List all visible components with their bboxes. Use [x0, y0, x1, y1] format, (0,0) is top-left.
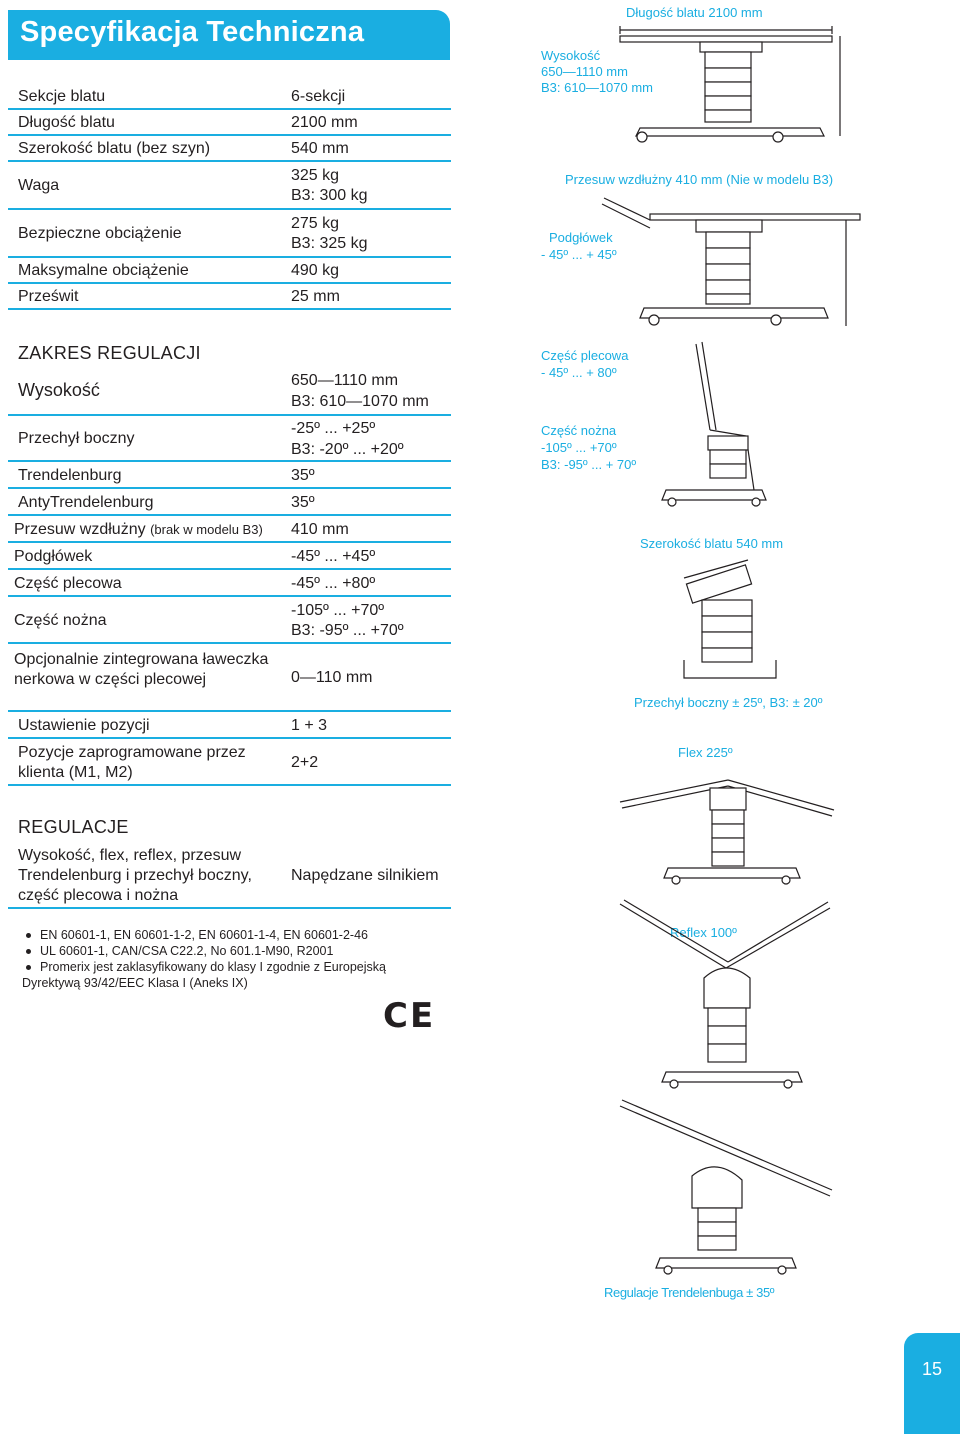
adjust-row: [8, 366, 451, 416]
height-label-line: 650—1110 mm: [541, 64, 628, 79]
spec-row: [8, 110, 451, 136]
adjust-label: Część nożna: [14, 612, 107, 629]
adjust-label: Część plecowa: [14, 575, 122, 592]
flex-label: Flex 225º: [678, 745, 733, 760]
spec-value-b3: B3: 300 kg: [291, 187, 368, 204]
adjust-row: [8, 712, 451, 739]
spec-row: [8, 84, 451, 110]
leg-label-line: Część nożna: [541, 423, 617, 438]
table-back-leg-diagram: [650, 340, 780, 510]
page-title: Specyfikacja Techniczna: [20, 16, 365, 48]
table-flex-diagram: [616, 772, 840, 892]
adjust-row: [8, 644, 451, 712]
regulation-heading: REGULACJE: [18, 817, 129, 837]
adjust-row: [8, 597, 451, 644]
spec-value: 325 kg: [291, 167, 340, 184]
adjust-label-line2: klienta (M1, M2): [18, 764, 133, 781]
spec-value: 6-sekcji: [291, 88, 346, 105]
adjust-value: 35º: [291, 467, 315, 484]
spec-label: Waga: [18, 177, 60, 194]
adjust-value: -25º ... +25º: [291, 420, 376, 437]
adjust-label-main: Przesuw wzdłużny: [14, 521, 146, 538]
table-side-view-diagram: [600, 24, 860, 144]
spec-label: Sekcje blatu: [18, 88, 106, 105]
adjust-label: Ustawienie pozycji: [18, 717, 150, 734]
spec-label: Maksymalne obciążenie: [18, 262, 189, 279]
tilt-label: Przechył boczny ± 25º, B3: ± 20º: [634, 695, 823, 710]
back-label-line: - 45º ... + 80º: [541, 365, 617, 380]
regulation-label-line: Trendelenburg i przechył boczny,: [18, 867, 252, 884]
adjust-label: [14, 520, 263, 540]
spec-row: [8, 136, 451, 162]
slide-label: Przesuw wzdłużny 410 mm (Nie w modelu B3): [565, 172, 834, 187]
standard-item: Promerix jest zaklasyfikowany do klasy I zgodnie z Europejską: [22, 959, 386, 975]
table-trendelenburg-diagram: [616, 1100, 840, 1280]
standard-item-cont: Dyrektywą 93/42/EEC Klasa I (Aneks IX): [22, 976, 248, 990]
adjust-value-b3: B3: 610—1070 mm: [291, 393, 429, 410]
regulation-label-line: Wysokość, flex, reflex, przesuw: [18, 847, 242, 864]
adjust-value: -45º ... +80º: [291, 575, 376, 592]
leg-label-line: -105º ... +70º: [541, 440, 617, 455]
spec-value-b3: B3: 325 kg: [291, 235, 368, 252]
table-reflex-diagram: [616, 898, 840, 1098]
height-label-line: Wysokość: [541, 48, 601, 63]
head-label-line: - 45º ... + 45º: [541, 247, 617, 262]
adjust-value-b3: B3: -20º ... +20º: [291, 441, 404, 458]
adjust-value: 650—1110 mm: [291, 372, 399, 389]
adjust-label: AntyTrendelenburg: [18, 494, 154, 511]
regulation-row: [8, 842, 451, 909]
spec-label: Szerokość blatu (bez szyn): [18, 140, 211, 157]
standards-list: [22, 927, 386, 991]
spec-row: [8, 284, 451, 310]
adjust-label: Wysokość: [18, 380, 100, 400]
spec-row: [8, 210, 451, 258]
spec-label: Prześwit: [18, 288, 79, 305]
trendelenburg-label: Regulacje Trendelenbuga ± 35º: [604, 1285, 775, 1300]
spec-row: [8, 258, 451, 284]
adjust-row: [8, 570, 451, 597]
adjust-label: Trendelenburg: [18, 467, 122, 484]
adjust-label: Pozycje zaprogramowane przez: [18, 744, 246, 761]
ce-mark: CE: [383, 996, 436, 1036]
standard-item: EN 60601-1, EN 60601-1-2, EN 60601-1-4, EN 60601-2-46: [22, 927, 386, 943]
adjust-row: [8, 739, 451, 786]
adjust-row: [8, 462, 451, 489]
spec-label: Bezpieczne obciążenie: [18, 225, 182, 242]
spec-label: Długość blatu: [18, 114, 115, 131]
adjust-label: Opcjonalnie zintegrowana ławeczka: [14, 651, 269, 668]
spec-value: 2100 mm: [291, 114, 358, 131]
adjust-value: 0—110 mm: [291, 669, 373, 686]
spec-value: 275 kg: [291, 215, 340, 232]
adjust-label: Podgłówek: [14, 548, 93, 565]
adjust-label: Przechył boczny: [18, 430, 135, 447]
table-front-tilt-diagram: [676, 556, 788, 686]
adjust-label-line2: nerkowa w części plecowej: [14, 671, 207, 688]
adjust-row: [8, 489, 451, 516]
spec-value: 490 kg: [291, 262, 340, 279]
adjust-value-b3: B3: -95º ... +70º: [291, 622, 404, 639]
adjust-value: -45º ... +45º: [291, 548, 376, 565]
adjust-value: 410 mm: [291, 521, 349, 538]
reflex-label: Reflex 100º: [670, 925, 737, 940]
leg-label-line: B3: -95º ... + 70º: [541, 457, 637, 472]
width-label: Szerokość blatu 540 mm: [640, 536, 784, 551]
page-number-tab: [904, 1333, 960, 1434]
table-slide-diagram: [596, 190, 866, 335]
adjust-value: 35º: [291, 494, 315, 511]
adjust-value: -105º ... +70º: [291, 602, 385, 619]
regulation-label-line: część plecowa i nożna: [18, 887, 179, 904]
head-label-line: Podgłówek: [549, 230, 613, 245]
adjust-label-note: (brak w modelu B3): [150, 522, 263, 537]
regulation-value: Napędzane silnikiem: [291, 867, 439, 884]
spec-value: 25 mm: [291, 288, 340, 305]
height-label-line: B3: 610—1070 mm: [541, 80, 654, 95]
spec-value: 540 mm: [291, 140, 349, 157]
adjust-value: 1 + 3: [291, 717, 328, 734]
page-number: 15: [921, 1359, 943, 1379]
length-label: Długość blatu 2100 mm: [626, 5, 763, 20]
adjust-row: [8, 416, 451, 462]
adjust-value: 2+2: [291, 754, 319, 771]
adjust-heading: ZAKRES REGULACJI: [18, 343, 201, 363]
back-label-line: Część plecowa: [541, 348, 629, 363]
adjust-row: [8, 516, 451, 543]
adjust-row: [8, 543, 451, 570]
standard-item: UL 60601-1, CAN/CSA C22.2, No 601.1-M90, R2001: [22, 943, 386, 959]
spec-row: [8, 162, 451, 210]
